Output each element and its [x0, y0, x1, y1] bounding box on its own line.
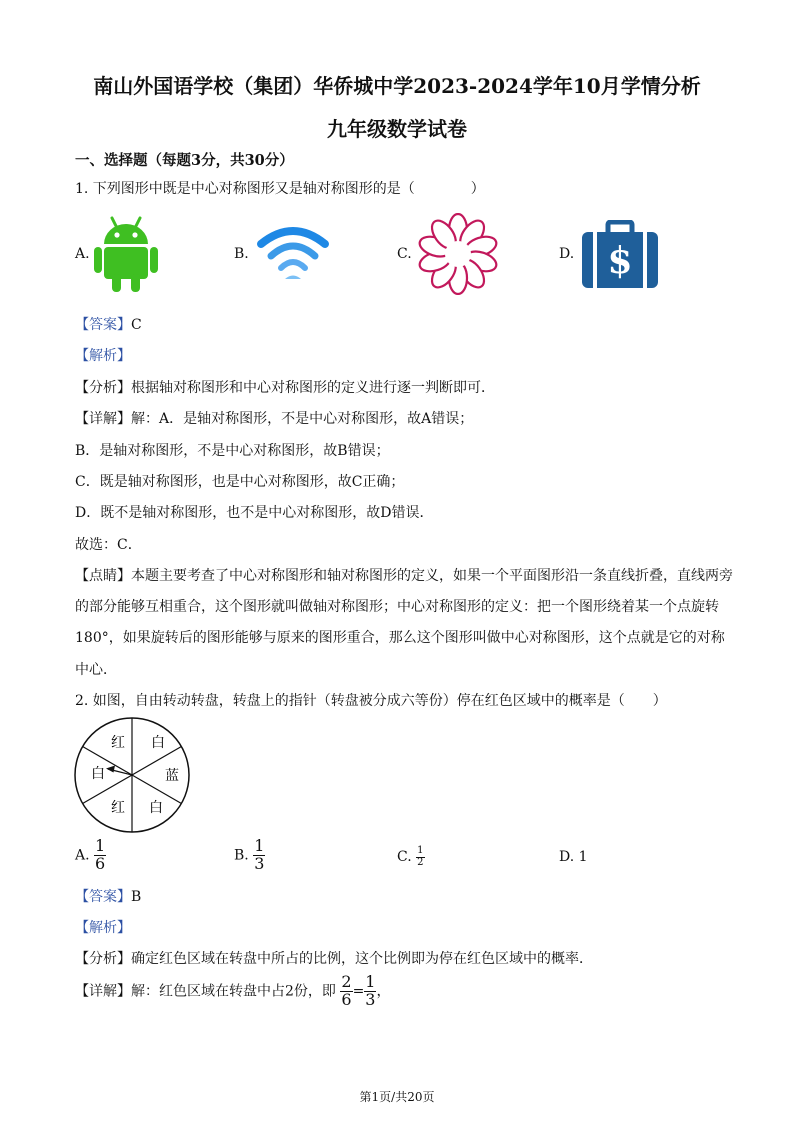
exam-title-line2: 九年级数学试卷: [327, 117, 467, 141]
equals-sign: =: [352, 983, 365, 1000]
q1-stem: 1. 下列图形中既是中心对称图形又是轴对称图形的是（ ）: [75, 181, 485, 197]
wifi-icon: [255, 222, 331, 286]
analysis-tag: 【解析】: [75, 920, 131, 936]
fraction-denominator: 6: [341, 989, 352, 1009]
spinner-label-red-top: 红: [111, 735, 125, 751]
q1-comment-line-3: 180°，如果旋转后的图形能够与原来的图形重合，那么这个图形叫做中心对称图形，这个点就是它的对称: [75, 630, 725, 646]
fraction-denominator: 3: [254, 853, 265, 873]
q2-analysis-tag: [75, 917, 131, 937]
fraction-numerator: 1: [95, 836, 106, 855]
q1-detail-line-4: D．既不是轴对称图形，也不是中心对称图形，故D错误．: [75, 505, 434, 521]
comment-tag: 【点睛】: [75, 568, 131, 584]
q2-option-d: [559, 849, 588, 865]
fenxi-tag: 【分析】: [75, 951, 131, 967]
spinner-label-blue: 蓝: [165, 768, 179, 784]
option-label: A.: [75, 847, 90, 864]
fraction-denominator: 6: [95, 853, 106, 873]
fraction-numerator: 1: [254, 836, 265, 855]
fraction: [364, 974, 376, 1009]
android-robot-icon: [92, 214, 160, 294]
fraction: [416, 846, 424, 868]
q1-option-d-label: D.: [559, 246, 575, 262]
q1-detail-line-3: C．既是轴对称图形，也是中心对称图形，故C正确；: [75, 474, 405, 490]
q2-detail: [75, 974, 390, 1009]
q1-comment-line-1: [75, 565, 733, 585]
briefcase-dollar-icon: [580, 220, 660, 290]
detail-tag: 【详解】: [75, 411, 131, 427]
q2-stem: 2. 如图，自由转动转盘，转盘上的指针（转盘被分成六等份）停在红色区域中的概率是（ ）: [75, 693, 667, 709]
flower-icon: [416, 213, 500, 295]
q1-option-c-label: C.: [397, 246, 412, 262]
exam-title-line1: 南山外国语学校（集团）华侨城中学2023-2024学年10月学情分析: [93, 74, 701, 98]
spinner-diagram: [72, 715, 192, 835]
answer-value: C: [131, 317, 142, 333]
detail-text: 解：A．是轴对称图形，不是中心对称图形，故A错误；: [131, 411, 474, 427]
fenxi-text: 根据轴对称图形和中心对称图形的定义进行逐一判断即可．: [131, 380, 495, 396]
fraction-numerator: 1: [417, 845, 424, 856]
page-number: 第1页/共20页: [359, 1090, 435, 1104]
answer-value: B: [131, 889, 142, 905]
option-value: 1: [578, 849, 588, 865]
q1-answer: [75, 314, 142, 334]
q1-detail-line-2: B．是轴对称图形，不是中心对称图形，故B错误；: [75, 443, 390, 459]
q1-comment-line-2: 的部分能够互相重合，这个图形就叫做轴对称图形；中心对称图形的定义：把一个图形绕着某一个点旋转: [75, 599, 719, 615]
option-label: D.: [559, 849, 575, 865]
q1-comment-line-4: 中心．: [75, 662, 117, 678]
answer-tag: 【答案】: [75, 889, 131, 905]
detail-tag: 【详解】: [75, 983, 131, 1000]
fraction-denominator: 2: [417, 856, 424, 868]
fraction: [340, 974, 352, 1009]
svg-text:$: $: [607, 240, 633, 282]
q2-fenxi: [75, 948, 593, 968]
q2-answer: [75, 886, 141, 906]
comment-text: 本题主要考查了中心对称图形和轴对称图形的定义，如果一个平面图形沿一条直线折叠，直线两旁: [131, 568, 733, 584]
option-label: B.: [234, 847, 249, 864]
spinner-label-white-top: 白: [151, 735, 165, 751]
fenxi-text: 确定红色区域在转盘中所占的比例，这个比例即为停在红色区域中的概率．: [131, 951, 593, 967]
q1-option-a-label: A.: [75, 246, 90, 262]
q1-option-b-label: B.: [234, 246, 249, 262]
answer-tag: 【答案】: [75, 317, 131, 333]
q2-option-c: [397, 846, 425, 868]
section-heading: 一、选择题（每题3分，共30分）: [75, 152, 294, 169]
fraction-denominator: 3: [365, 989, 376, 1009]
spinner-label-red-bottom: 红: [111, 800, 125, 816]
fraction: [253, 838, 265, 873]
detail-text: 解：红色区域在转盘中占2份，即: [131, 983, 336, 1000]
fraction-numerator: 1: [365, 972, 376, 991]
q2-option-a: [75, 838, 106, 873]
q2-option-b: [234, 838, 265, 873]
q1-detail-line-1: [75, 408, 473, 428]
q1-choose: 故选：C．: [75, 537, 142, 553]
option-label: C.: [397, 849, 412, 865]
q1-analysis-tag: [75, 345, 131, 365]
spinner-label-white-bottom: 白: [149, 800, 163, 816]
fraction: [94, 838, 106, 873]
fenxi-tag: 【分析】: [75, 380, 131, 396]
q1-fenxi: [75, 377, 495, 397]
analysis-tag: 【解析】: [75, 348, 131, 364]
fraction-numerator: 2: [341, 972, 352, 991]
spinner-label-white-left: 白: [91, 766, 105, 782]
detail-tail: ，: [376, 983, 391, 1000]
